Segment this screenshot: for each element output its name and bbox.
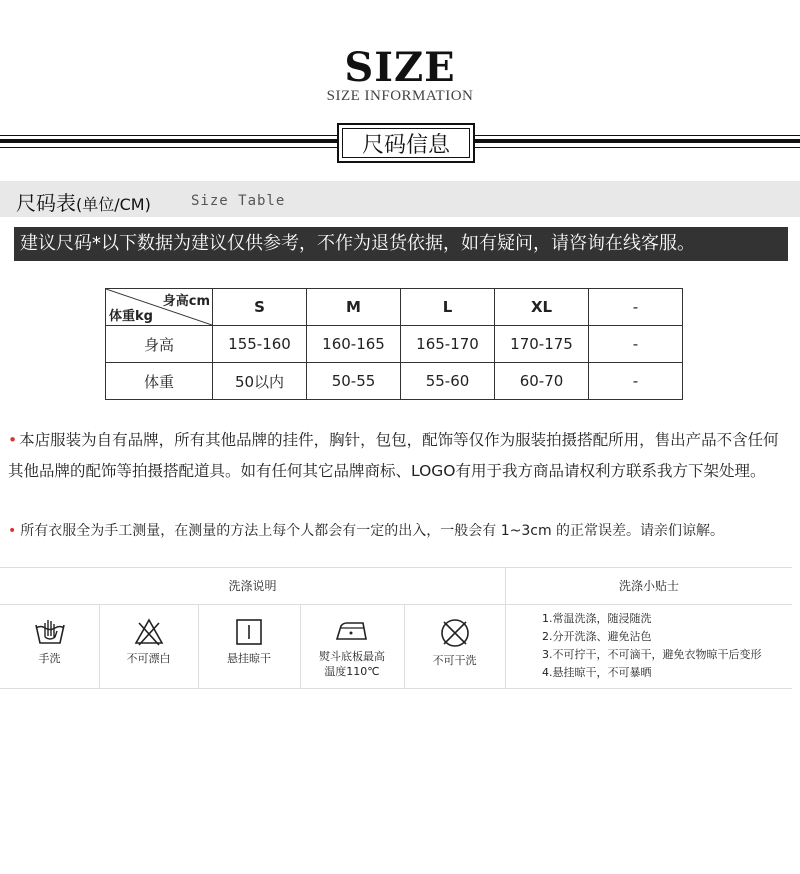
- care-symbol-hand-wash: [0, 605, 99, 688]
- table-cell: 50以内: [213, 363, 307, 400]
- divider-left: [0, 135, 337, 136]
- wash-tips-header: 洗涤小贴士: [506, 568, 792, 605]
- col-header-m: M: [307, 289, 401, 326]
- measure-notice: [8, 520, 724, 540]
- care-symbol-iron: [300, 605, 404, 688]
- table-cell: -: [589, 363, 683, 400]
- row-label-height: 身高: [106, 326, 213, 363]
- hang-dry-icon: [234, 617, 264, 647]
- size-table-unit: (单位/CM): [76, 195, 151, 214]
- col-header-xl: XL: [495, 289, 589, 326]
- corner-top-label: 身高cm: [162, 294, 210, 309]
- care-symbol-no-bleach: [99, 605, 198, 688]
- divider-left-bottom: [0, 147, 337, 148]
- col-header-blank: -: [589, 289, 683, 326]
- hand-wash-icon: [33, 617, 67, 647]
- section-label-box: [337, 123, 475, 163]
- list-item: 3.不可拧干，不可滴干，避免衣物晾干后变形: [542, 648, 762, 661]
- wash-tips-list: [542, 610, 762, 682]
- size-table-band: [0, 181, 800, 217]
- care-symbol-no-dry-clean: [404, 605, 505, 688]
- table-cell: 55-60: [401, 363, 495, 400]
- table-cell: -: [589, 326, 683, 363]
- table-cell: 50-55: [307, 363, 401, 400]
- corner-cell: [106, 289, 213, 326]
- advice-bar: 建议尺码*以下数据为建议仅供参考，不作为退货依据，如有疑问，请咨询在线客服。: [14, 227, 788, 261]
- iron-label-line2: 温度110℃: [324, 665, 380, 678]
- page-title: SIZE: [344, 44, 456, 91]
- divider-left-thick: [0, 139, 337, 143]
- table-header-row: [106, 289, 683, 326]
- size-table-english: Size Table: [191, 193, 286, 209]
- bullet-star: •: [8, 431, 18, 449]
- col-header-l: L: [401, 289, 495, 326]
- divider-right-bottom: [471, 147, 800, 148]
- care-label: 不可漂白: [126, 652, 171, 665]
- size-table-heading: [16, 187, 151, 216]
- section-label: 尺码信息: [342, 128, 470, 158]
- corner-bottom-label: 体重kg: [109, 309, 153, 324]
- page-subtitle: SIZE INFORMATION: [326, 88, 474, 104]
- table-row: [106, 363, 683, 400]
- care-section: [0, 567, 792, 689]
- table-cell: 160-165: [307, 326, 401, 363]
- no-bleach-icon: [133, 617, 165, 647]
- measure-notice-text: 所有衣服全为手工测量，在测量的方法上每个人都会有一定的出入，一般会有 1~3cm 的正常误差。请亲们谅解。: [20, 523, 725, 539]
- row-label-weight: 体重: [106, 363, 213, 400]
- divider-right-thick: [471, 139, 800, 143]
- bullet-star: •: [8, 523, 17, 539]
- care-label: [300, 649, 404, 679]
- no-dry-clean-icon: [439, 617, 471, 649]
- divider-right: [471, 135, 800, 136]
- brand-notice-text: 本店服装为自有品牌，所有其他品牌的挂件，胸针，包包，配饰等仅作为服装拍摄搭配所用，售出产品不含任何其他品牌的配饰等拍摄搭配道具。如有任何其它品牌商标、LOGO有用于我方商品请权利方联系我方下架处理。: [8, 431, 779, 480]
- size-table-title: 尺码表: [16, 191, 76, 215]
- care-label: 悬挂晾干: [227, 652, 271, 665]
- list-item: 2.分开洗涤、避免沾色: [542, 630, 652, 643]
- table-cell: 165-170: [401, 326, 495, 363]
- table-row: [106, 326, 683, 363]
- table-cell: 170-175: [495, 326, 589, 363]
- size-table: [105, 288, 683, 400]
- care-symbol-hang-dry: [198, 605, 300, 688]
- list-item: 4.悬挂晾干，不可暴晒: [542, 666, 652, 679]
- care-label: 手洗: [38, 652, 61, 665]
- care-label: 不可干洗: [432, 654, 477, 667]
- iron-label-line1: 熨斗底板最高: [319, 650, 385, 663]
- wash-instructions-header: 洗涤说明: [0, 568, 505, 605]
- brand-notice: [8, 425, 788, 487]
- divider: [505, 568, 506, 688]
- table-cell: 155-160: [213, 326, 307, 363]
- col-header-s: S: [213, 289, 307, 326]
- list-item: 1.常温洗涤，随浸随洗: [542, 612, 652, 625]
- table-cell: 60-70: [495, 363, 589, 400]
- iron-icon: [333, 617, 371, 645]
